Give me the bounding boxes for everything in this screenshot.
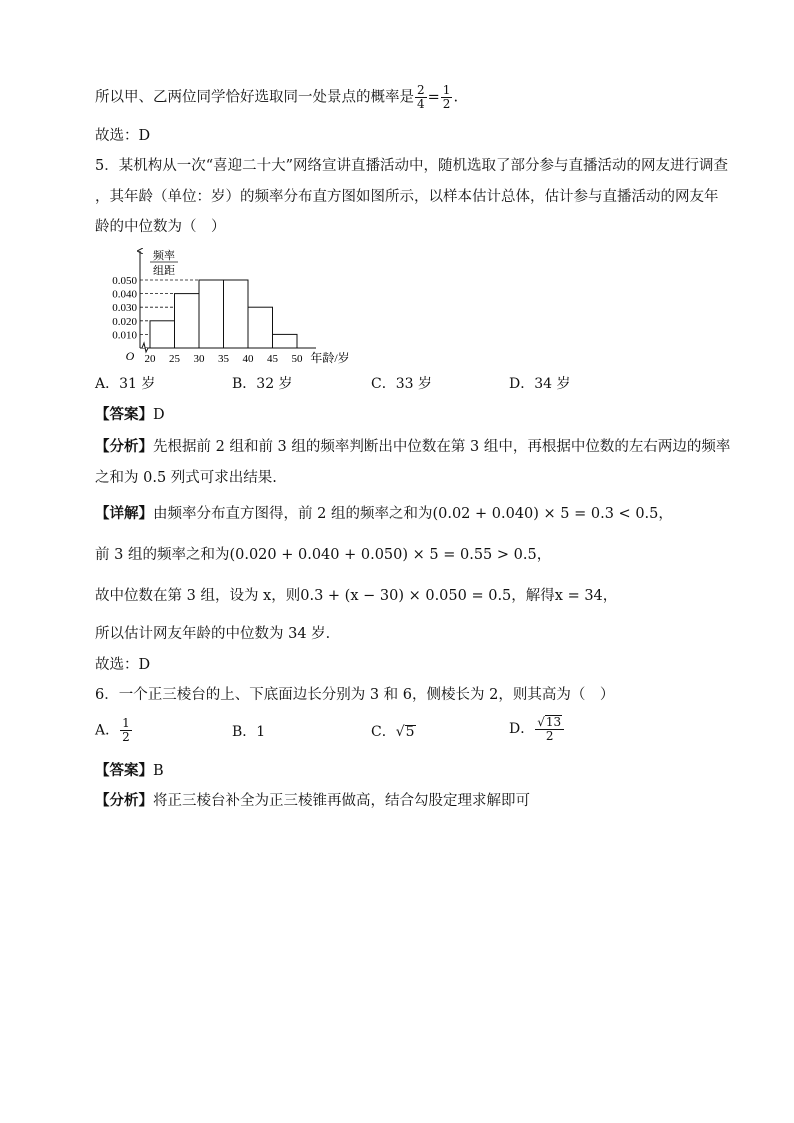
option-label: A．: [95, 722, 120, 739]
q5-stem-line-1: 5．某机构从一次“喜迎二十大”网络宣讲直播活动中，随机选取了部分参与直播活动的网友进行调查: [95, 158, 729, 174]
y-label-denominator: 组距: [153, 265, 175, 277]
equals-sign: =: [427, 89, 440, 106]
sqrt-radicand: 5: [405, 724, 415, 740]
histogram-bar: [248, 307, 273, 348]
fraction-1-2: [120, 717, 132, 744]
fraction-numerator: 2: [417, 83, 425, 97]
q5-option-a: A．31 岁: [95, 376, 156, 392]
x-tick-label: 50: [291, 353, 303, 365]
sqrt-symbol: √: [395, 724, 405, 740]
q5-answer-line: [95, 405, 165, 425]
sqrt-radicand: 13: [545, 715, 562, 729]
x-tick-label: 35: [218, 353, 229, 365]
sqrt-symbol: √: [537, 715, 545, 729]
option-label: C．: [371, 724, 396, 740]
q6-analysis-line: [95, 791, 530, 811]
origin-label: O: [125, 349, 135, 363]
q5-detail-line-4: 所以估计网友年龄的中位数为 34 岁．: [95, 626, 341, 642]
histogram-bar: [175, 294, 200, 348]
q5-final-answer: 故选：D: [95, 657, 151, 673]
q5-detail-line-2: [95, 545, 551, 565]
detail-text: 由频率分布直方图得，前 2 组的频率之和为: [153, 506, 433, 522]
histogram-bar: [224, 280, 249, 348]
y-tick-label: 0.050: [112, 275, 137, 287]
y-tick-label: 0.020: [112, 315, 137, 328]
fraction-denominator: 2: [122, 730, 130, 744]
prev-conclusion-line: [95, 84, 458, 111]
prev-answer-line: 故选：D: [95, 128, 151, 144]
option-label: D．: [509, 721, 535, 737]
fraction-denominator: 4: [417, 97, 425, 111]
answer-value: D: [153, 407, 165, 423]
q6-option-a: [95, 717, 133, 744]
answer-tag: 【答案】: [95, 407, 153, 423]
x-tick-label: 30: [193, 353, 205, 365]
fraction-denominator: 2: [442, 97, 451, 111]
fraction-numerator: [535, 715, 564, 730]
analysis-tag: 【分析】: [95, 793, 153, 809]
x-tick-label: 20: [144, 353, 156, 365]
detail-text: ，解得: [511, 588, 555, 604]
y-label-numerator: 频率: [153, 250, 175, 262]
fraction-numerator: 1: [122, 716, 130, 730]
analysis-text: 先根据前 2 组和前 3 组的频率判断出中位数在第 3 组中，再根据中位数的左右两边的频率: [153, 439, 731, 455]
q5-stem-line-3: 龄的中位数为（ ）: [95, 219, 226, 235]
q5-detail-line-1: [95, 504, 673, 524]
y-tick-label: 0.040: [112, 288, 137, 301]
y-tick-label: 0.010: [112, 329, 137, 342]
fraction-sqrt13-2: [535, 715, 564, 743]
analysis-text: 将正三棱台补全为正三棱锥再做高，结合勾股定理求解即可: [153, 793, 530, 809]
q5-analysis-line-1: [95, 437, 730, 457]
q6-option-c: [371, 722, 416, 742]
detail-punct: ，: [602, 588, 618, 604]
answer-value: B: [153, 763, 164, 779]
detail-text: 故中位数在第 3 组，设为 x，则: [95, 588, 301, 604]
detail-formula: 0.3 + (x − 30) × 0.050 = 0.5: [300, 588, 512, 604]
detail-formula: (0.02 + 0.040) × 5 = 0.3 < 0.5: [432, 506, 659, 522]
detail-formula: (0.020 + 0.040 + 0.050) × 5 = 0.55 > 0.5: [229, 547, 537, 563]
analysis-tag: 【分析】: [95, 439, 153, 455]
q6-stem: 6．一个正三棱台的上、下底面边长分别为 3 和 6，侧棱长为 2，则其高为（ ）: [95, 687, 615, 703]
fraction-2-4: [415, 84, 427, 111]
detail-formula: x = 34: [554, 588, 603, 604]
detail-tag: 【详解】: [95, 506, 153, 522]
y-tick-label: 0.030: [112, 302, 137, 315]
q5-option-c: C．33 岁: [371, 376, 432, 392]
x-tick-label: 45: [267, 353, 278, 365]
fraction-numerator: 1: [442, 83, 451, 97]
frequency-histogram: [90, 245, 380, 370]
q5-detail-line-3: [95, 586, 617, 606]
detail-text: 前 3 组的频率之和为: [95, 547, 230, 563]
prev-conclusion-text: 所以甲、乙两位同学恰好选取同一处景点的概率是: [95, 89, 414, 106]
histogram-bar: [199, 280, 224, 348]
x-tick-label: 25: [169, 353, 180, 365]
q6-option-b: B．1: [232, 724, 266, 740]
fraction-denominator: 2: [545, 729, 554, 743]
x-axis-label: 年龄/岁: [310, 351, 350, 365]
fraction-1-2: [441, 84, 453, 111]
q5-stem-line-2: ，其年龄（单位：岁）的频率分布直方图如图所示，以样本估计总体，估计参与直播活动的网友年: [95, 189, 719, 205]
detail-punct: ，: [536, 547, 552, 563]
q5-option-d: D．34 岁: [509, 376, 571, 392]
q6-answer-line: [95, 761, 164, 781]
histogram-bar: [150, 321, 175, 348]
histogram-bar: [273, 334, 298, 348]
answer-tag: 【答案】: [95, 763, 153, 779]
period: .: [453, 89, 459, 106]
x-tick-label: 40: [242, 353, 254, 365]
q5-analysis-line-2: 之和为 0.5 列式可求出结果.: [95, 470, 277, 486]
q5-option-b: B．32 岁: [232, 376, 293, 392]
detail-punct: ，: [658, 506, 673, 522]
q6-option-d: [509, 715, 565, 743]
